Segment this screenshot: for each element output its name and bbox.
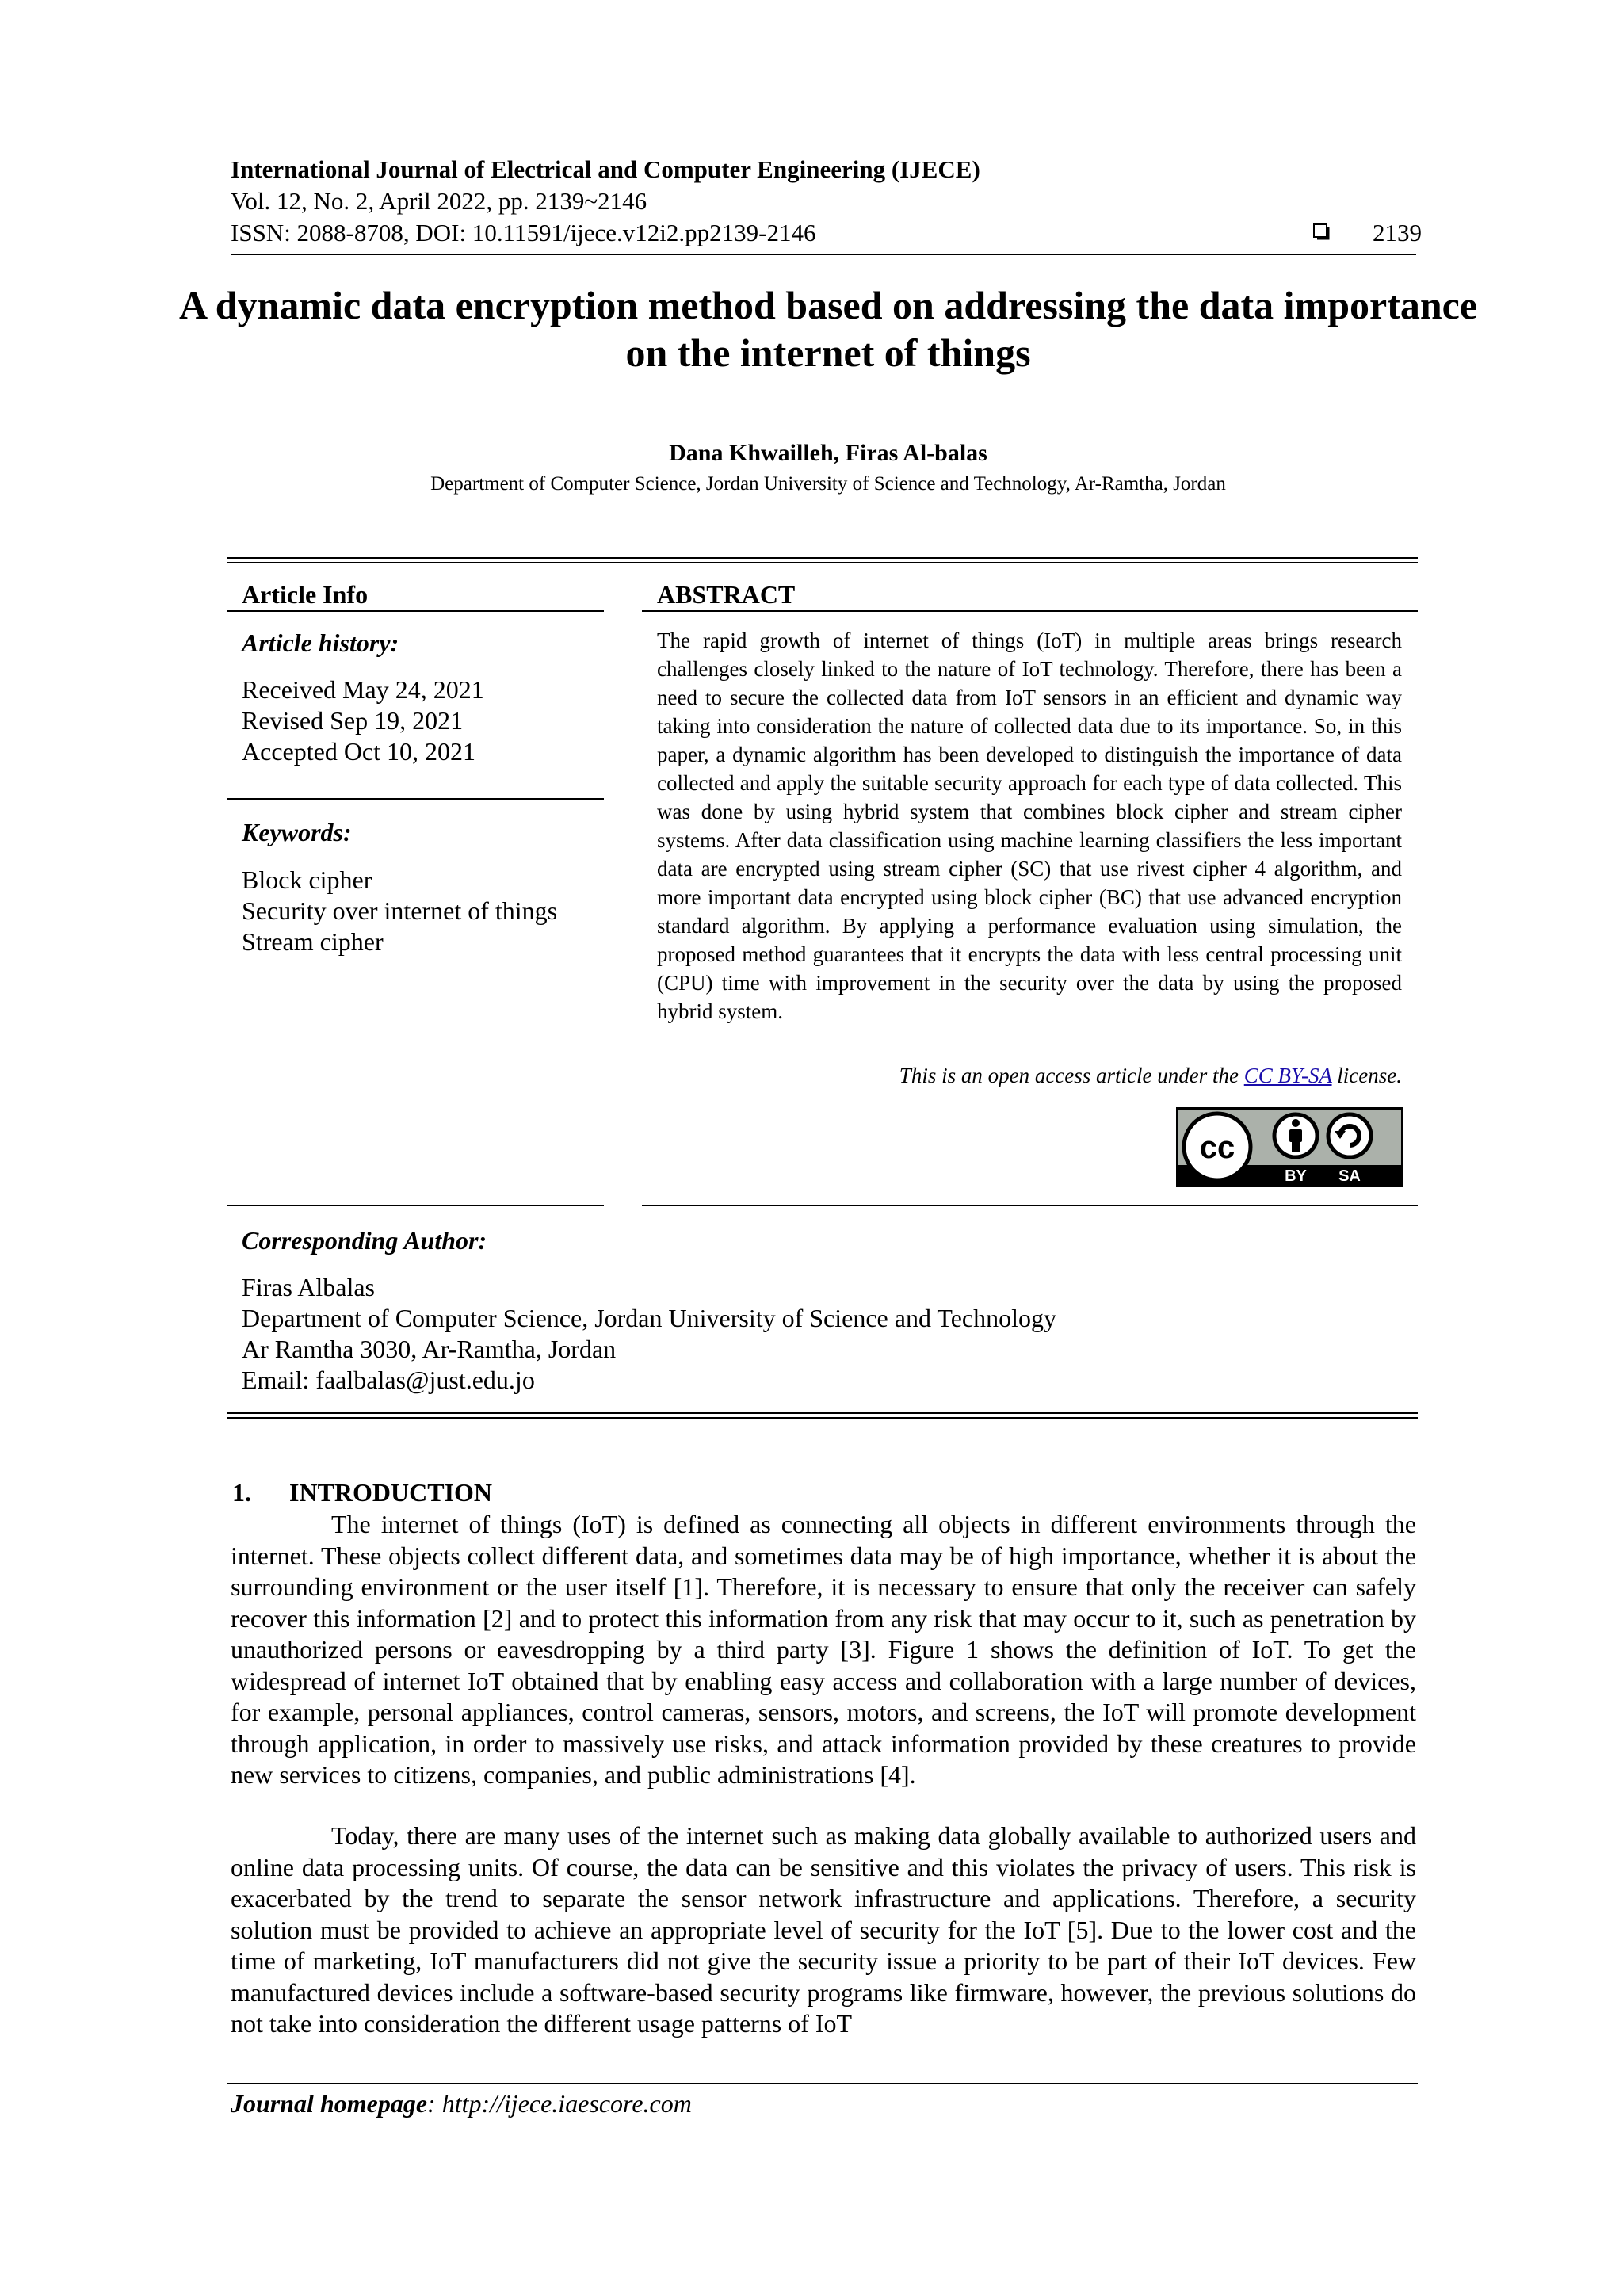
homepage-label: Journal homepage: [231, 2089, 428, 2118]
issn-doi: ISSN: 2088-8708, DOI: 10.11591/ijece.v12i2.pp2139-2146: [231, 219, 816, 246]
received-date: Received May 24, 2021: [242, 675, 484, 704]
by-person-icon: [1274, 1114, 1317, 1157]
cc-icon-label: cc: [1199, 1130, 1235, 1165]
author-name: Firas Albalas: [242, 1273, 375, 1301]
author-email[interactable]: Email: faalbalas@just.edu.jo: [242, 1366, 535, 1394]
abstract-text: The rapid growth of internet of things (IoT) in multiple areas brings research challenges closely linked to the nature of IoT technology. Therefore, there has been a need to secure the collected data from IoT sensors in an efficient and dynamic way taking into consideration the nature of collected data due to its importance. So, in this paper, a dynamic algorithm has been developed to distinguish the importance of data collected and apply the suitable security approach for each type of data collected. This was done by using hybrid system that combines block cipher and stream cipher systems. After data classification using machine learning classifiers the less important data are encrypted using stream cipher (SC) that use rivest cipher 4 algorithm, and more important data encrypted using block cipher (BC) that use advanced encryption standard algorithm. By applying a performance evaluation using simulation, the proposed method guarantees that it encrypts the data with less central processing unit (CPU) time with improvement in the security over the data by using the proposed hybrid system.: [657, 628, 1402, 1023]
keywords-heading: Keywords:: [242, 818, 352, 846]
history-rule: [227, 798, 604, 800]
keyword-item: Stream cipher: [242, 927, 384, 956]
affiliation: Department of Computer Science, Jordan University of Science and Technology, Ar-Ramtha, Jordan: [430, 473, 1226, 495]
open-access-note: [657, 1064, 1402, 1088]
article-info-rule: [227, 610, 604, 612]
section-number: 1.: [232, 1478, 251, 1507]
sa-label: SA: [1338, 1167, 1361, 1185]
journal-name: International Journal of Electrical and Computer Engineering (IJECE): [231, 155, 980, 183]
info-top-rule: [227, 557, 1418, 559]
authors: Dana Khwailleh, Firas Al-balas: [669, 440, 987, 466]
license-link[interactable]: CC BY-SA: [1243, 1064, 1332, 1087]
abstract-heading: ABSTRACT: [657, 580, 796, 609]
keyword-item: Security over internet of things: [242, 896, 558, 925]
footer-rule: [227, 2083, 1418, 2084]
paper-title: A dynamic data encryption method based on addressing the data importance on the internet of things: [178, 283, 1478, 375]
info-top-rule-2: [227, 562, 1418, 563]
corresponding-author-heading: Corresponding Author:: [242, 1226, 487, 1255]
homepage-url[interactable]: : http://ijece.iaescore.com: [427, 2089, 692, 2118]
author-bottom-rule: [227, 1412, 1418, 1414]
article-info-heading: Article Info: [242, 580, 369, 609]
journal-homepage: [231, 2089, 692, 2118]
article-info-bottom-rule: [227, 1205, 604, 1206]
intro-paragraph: The internet of things (IoT) is defined as connecting all objects in different environments through the internet. These objects collect different data, and sometimes data may be of high importance, whether it is about the surrounding environment or the user itself [1]. Therefore, it is necessary to ensure that only the receiver can safely recover this information [2] and to protect this information from any risk that may occur to it, such as penetration by unauthorized persons or eavesdropping by a third party [3]. Figure 1 shows the definition of IoT. To get the widespread of internet IoT obtained that by enabling easy access and collaboration with a large number of devices, for example, personal appliances, control cameras, sensors, motors, and screens, the IoT will promote development through application, in order to massively use risks, and attack information provided by these creatures to provide new services to citizens, companies, and public administrations [4].: [231, 1510, 1416, 1789]
revised-date: Revised Sep 19, 2021: [242, 706, 464, 735]
abstract-rule: [642, 610, 1418, 612]
header-rule: [231, 254, 1416, 255]
section-heading-introduction: [232, 1478, 492, 1507]
author-address: Ar Ramtha 3030, Ar-Ramtha, Jordan: [242, 1335, 617, 1363]
sa-share-alike-icon: [1328, 1114, 1371, 1157]
volume-info: Vol. 12, No. 2, April 2022, pp. 2139~2146: [231, 187, 647, 215]
section-title: INTRODUCTION: [289, 1478, 493, 1507]
article-history-heading: Article history:: [242, 628, 399, 657]
page-box-icon: [1313, 223, 1331, 241]
cc-by-sa-badge[interactable]: [1176, 1107, 1403, 1187]
open-access-text: This is an open access article under the: [899, 1064, 1244, 1087]
accepted-date: Accepted Oct 10, 2021: [242, 737, 476, 766]
author-bottom-rule-2: [227, 1417, 1418, 1419]
keyword-item: Block cipher: [242, 865, 372, 894]
author-department: Department of Computer Science, Jordan University of Science and Technology: [242, 1304, 1056, 1332]
by-label: BY: [1285, 1167, 1307, 1185]
page-number: 2139: [1373, 219, 1422, 246]
open-access-suffix: license.: [1331, 1064, 1402, 1087]
intro-paragraph: Today, there are many uses of the internet such as making data globally available to authorized users and online data processing units. Of course, the data can be sensitive and this violates the privacy of users. This risk is exacerbated by the trend to separate the sensor network infrastructure and applications. Therefore, a security solution must be provided to achieve an appropriate level of security for the IoT [5]. Due to the lower cost and the time of marketing, IoT manufacturers did not give the security issue a priority to be part of their IoT devices. Few manufactured devices include a software-based security programs like firmware, however, the previous solutions do not take into consideration the different usage patterns of IoT: [231, 1821, 1416, 2038]
abstract-bottom-rule: [642, 1205, 1418, 1206]
